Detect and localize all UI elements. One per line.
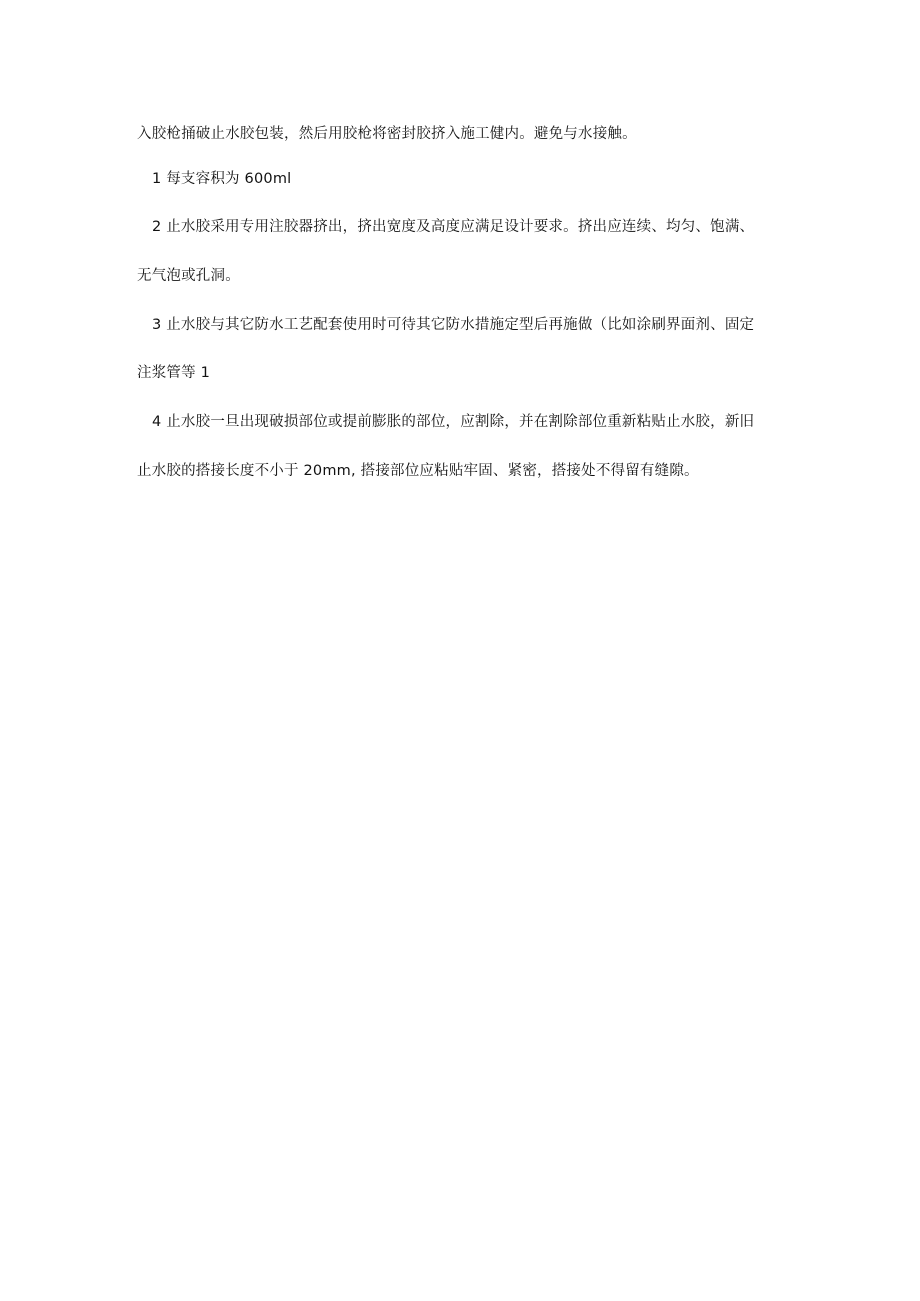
- list-item-2-line-2: 无气泡或孔洞。: [137, 268, 240, 284]
- list-item-3-line-2: 注浆管等 1: [137, 365, 211, 381]
- list-item-2-line-1: 2 止水胶采用专用注胶器挤出，挤出宽度及高度应满足设计要求。挤出应连续、均匀、饱满、: [152, 219, 755, 235]
- list-item-1: 1 每支容积为 600ml: [152, 171, 292, 187]
- list-item-3-line-1: 3 止水胶与其它防水工艺配套使用时可待其它防水措施定型后再施做（比如涂刷界面剂、固定: [152, 317, 755, 333]
- paragraph-line-1: 入胶枪捅破止水胶包装，然后用胶枪将密封胶挤入施工健内。避免与水接触。: [137, 126, 637, 142]
- list-item-4-line-2: 止水胶的搭接长度不小于 20mm, 搭接部位应粘贴牢固、紧密，搭接处不得留有缝隙。: [137, 463, 699, 479]
- list-item-4-line-1: 4 止水胶一旦出现破损部位或提前膨胀的部位，应割除，并在割除部位重新粘贴止水胶，新旧: [152, 414, 755, 430]
